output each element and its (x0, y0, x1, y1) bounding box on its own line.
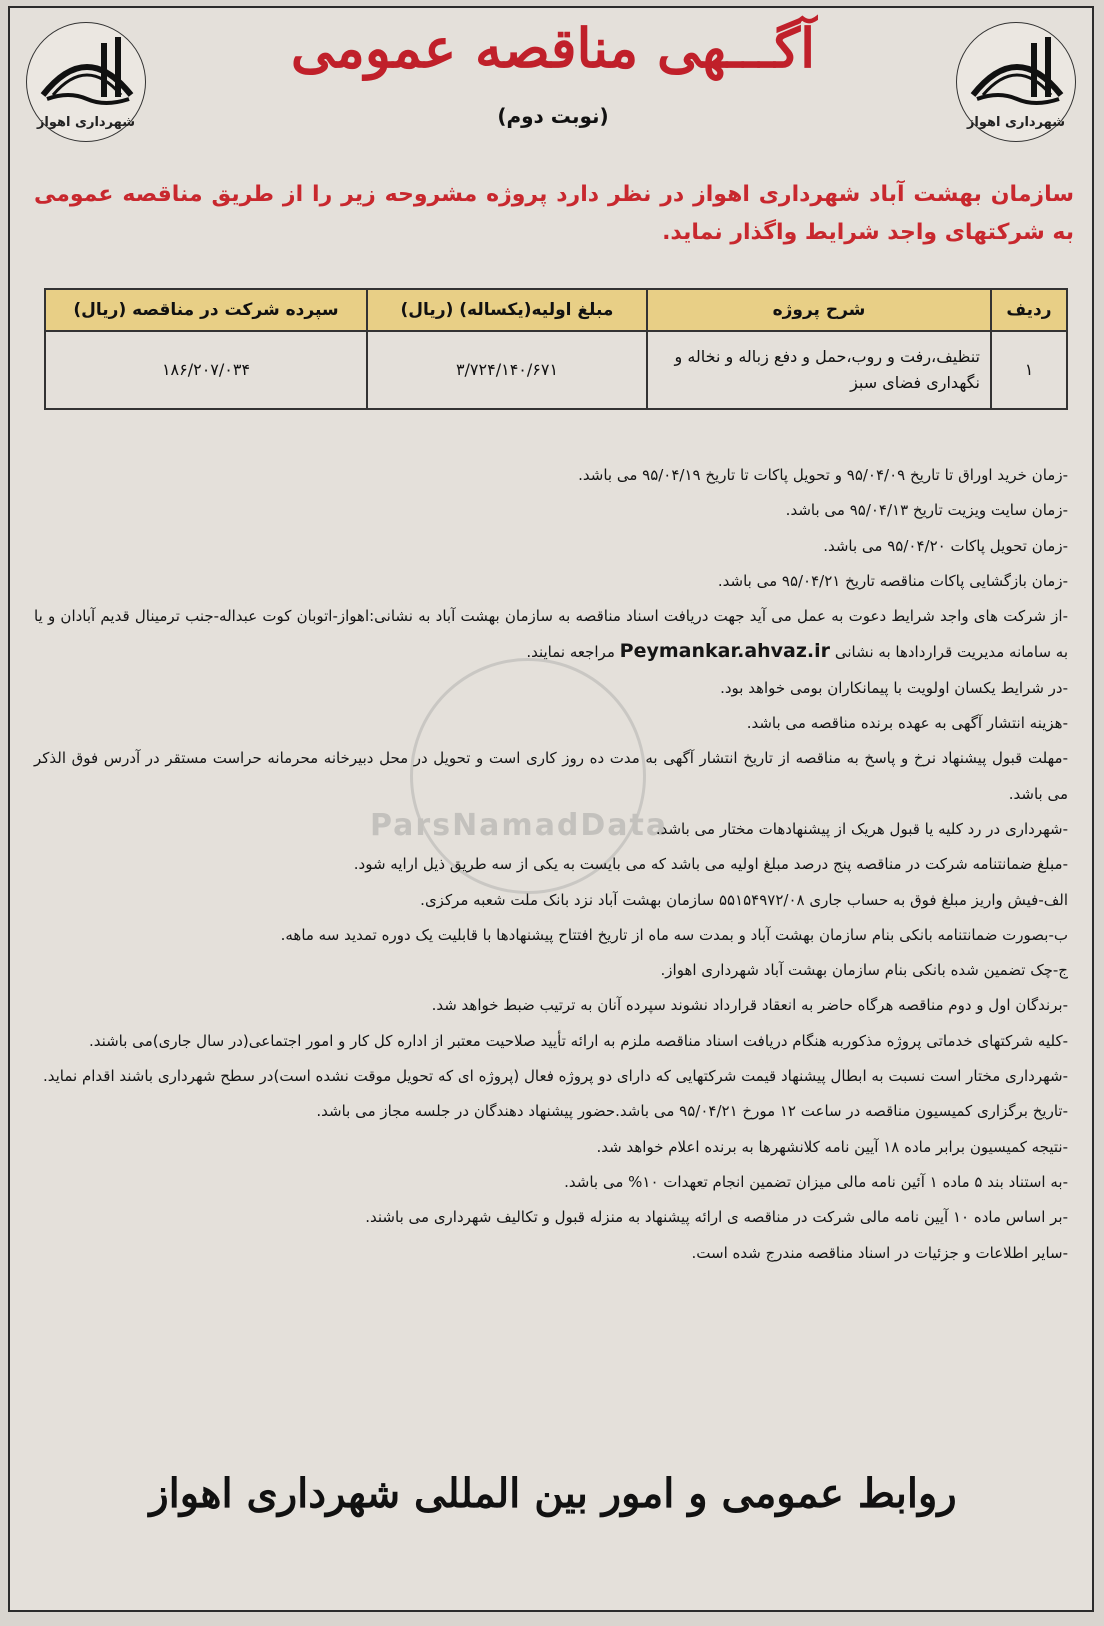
table-header-row (45, 289, 1067, 331)
clause-item: -به استناد بند ۵ ماده ۱ آئین نامه مالی میزان تضمین انجام تعهدات ۱۰% می باشد. (564, 1172, 1068, 1191)
bridge-icon (39, 33, 135, 113)
intro-paragraph: سازمان بهشت آباد شهرداری اهواز در نظر دارد پروژه مشروحه زیر را از طریق مناقصه عمومی به شرکتهای واجد شرایط واگذار نماید. (34, 182, 1074, 245)
footer-signature: روابط عمومی و امور بین المللی شهرداری اهواز (149, 1470, 957, 1517)
clause-item: -شهرداری در رد کلیه یا قبول هریک از پیشنهادهات مختار می باشد. (655, 819, 1068, 838)
clause-item (34, 599, 1068, 671)
clause-item: -در شرایط یکسان اولویت با پیمانکاران بومی خواهد بود. (720, 678, 1068, 697)
clause-item: -شهرداری مختار است نسبت به ابطال پیشنهاد قیمت شرکتهایی که دارای دو پروژه فعال (پروژه ای که تحویل موقت نشده است)در سطح شهرداری باشند اقدام نماید. (42, 1067, 1068, 1086)
watermark-text: ParsNamadData (370, 808, 669, 843)
notice-title: آگـــهی مناقصه عمومی (290, 16, 816, 80)
col-deposit: سپرده شرکت در مناقصه (ریال) (45, 289, 367, 331)
clauses-list (34, 458, 1068, 1271)
clause-item: -مبلغ ضمانتنامه شرکت در مناقصه پنج درصد مبلغ اولیه می باشد که می بایست به یکی از سه طریق ذیل ارایه شود. (353, 855, 1068, 874)
cell-row-no: ۱ (991, 331, 1067, 409)
bridge-icon (969, 33, 1065, 113)
clause-item: -بر اساس ماده ۱۰ آیین نامه مالی شرکت در مناقصه ی ارائه پیشنهاد به منزله قبول و تکالیف شهرداری می باشند. (365, 1208, 1068, 1227)
clause-item: -نتیجه کمیسیون برابر ماده ۱۸ آیین نامه کلانشهرها به برنده اعلام خواهد شد. (596, 1137, 1068, 1156)
clause-item: -کلیه شرکتهای خدماتی پروژه مذکوربه هنگام دریافت اسناد مناقصه ملزم به ارائه تأیید صلاحیت معتبر از اداره کل کار و امور اجتماعی(در سال جاری)می باشند. (88, 1031, 1068, 1050)
cell-deposit: ۱۸۶/۲۰۷/۰۳۴ (45, 331, 367, 409)
clause-item: -زمان تحویل پاکات ۹۵/۰۴/۲۰ می باشد. (823, 536, 1068, 555)
clause-item: -هزینه انتشار آگهی به عهده برنده مناقصه می باشد. (746, 714, 1068, 733)
cell-initial-amount: ۳/۷۲۴/۱۴۰/۶۷۱ (367, 331, 647, 409)
clause-suffix: مراجعه نمایند. (526, 643, 620, 662)
municipality-logo-left (26, 22, 146, 142)
clause-item: الف-فیش واریز مبلغ فوق به حساب جاری ۵۵۱۵۴۹۷۲/۰۸ سازمان بهشت آباد نزد بانک ملت شعبه مرکزی. (420, 890, 1068, 909)
col-row-no: ردیف (991, 289, 1067, 331)
municipality-logo-right (956, 22, 1076, 142)
tender-notice-page (8, 6, 1094, 1612)
clause-item: ب-بصورت ضمانتنامه بانکی بنام سازمان بهشت آباد و بمدت سه ماه از تاریخ افتتاح پیشنهادها با قابلیت یک دوره تمدید سه ماهه. (280, 925, 1068, 944)
clause-text: -از شرکت های واجد شرایط دعوت به عمل می آید جهت دریافت اسناد مناقصه به سازمان بهشت آباد به نشانی:اهواز-اتوبان کوت عبداله-جنب ترمینال قدیم آبادان و یا به سامانه مدیریت قراردادها به نشانی (34, 607, 1068, 662)
col-description: شرح پروژه (647, 289, 991, 331)
notice-subtitle: (نوبت دوم) (497, 104, 609, 128)
col-initial-amount: مبلغ اولیه(یکساله) (ریال) (367, 289, 647, 331)
clause-item: -زمان خرید اوراق تا تاریخ ۹۵/۰۴/۰۹ و تحویل پاکات تا تاریخ ۹۵/۰۴/۱۹ می باشد. (578, 466, 1068, 484)
clause-item: -زمان سایت ویزیت تاریخ ۹۵/۰۴/۱۳ می باشد. (785, 501, 1068, 520)
table-row (45, 331, 1067, 409)
clause-item: -زمان بازگشایی پاکات مناقصه تاریخ ۹۵/۰۴/۲۱ می باشد. (717, 571, 1068, 590)
clause-item: -سایر اطلاعات و جزئیات در اسناد مناقصه مندرج شده است. (691, 1243, 1068, 1262)
cell-description: تنظیف،رفت و روب،حمل و دفع زباله و نخاله و نگهداری فضای سبز (647, 331, 991, 409)
clause-item: -برندگان اول و دوم مناقصه هرگاه حاضر به انعقاد قرارداد نشوند سپرده آنان به ترتیب ضبط خواهد شد. (431, 996, 1068, 1015)
logo-caption: شهرداری اهواز (36, 115, 136, 130)
project-table (44, 288, 1068, 410)
contracts-site-link[interactable]: Peymankar.ahvaz.ir (619, 640, 831, 663)
logo-caption: شهرداری اهواز (966, 115, 1066, 130)
clause-item: -مهلت قبول پیشنهاد نرخ و پاسخ به مناقصه از تاریخ انتشار آگهی به مدت ده روز کاری است و تحویل در محل دبیرخانه محرمانه حراست مستقر در آدرس فوق الذکر می باشد. (34, 749, 1068, 803)
clause-item: ج-چک تضمین شده بانکی بنام سازمان بهشت آباد شهرداری اهواز. (660, 961, 1068, 980)
clause-item: -تاریخ برگزاری کمیسیون مناقصه در ساعت ۱۲ مورخ ۹۵/۰۴/۲۱ می باشد.حضور پیشنهاد دهندگان در جلسه مجاز می باشد. (316, 1102, 1068, 1121)
